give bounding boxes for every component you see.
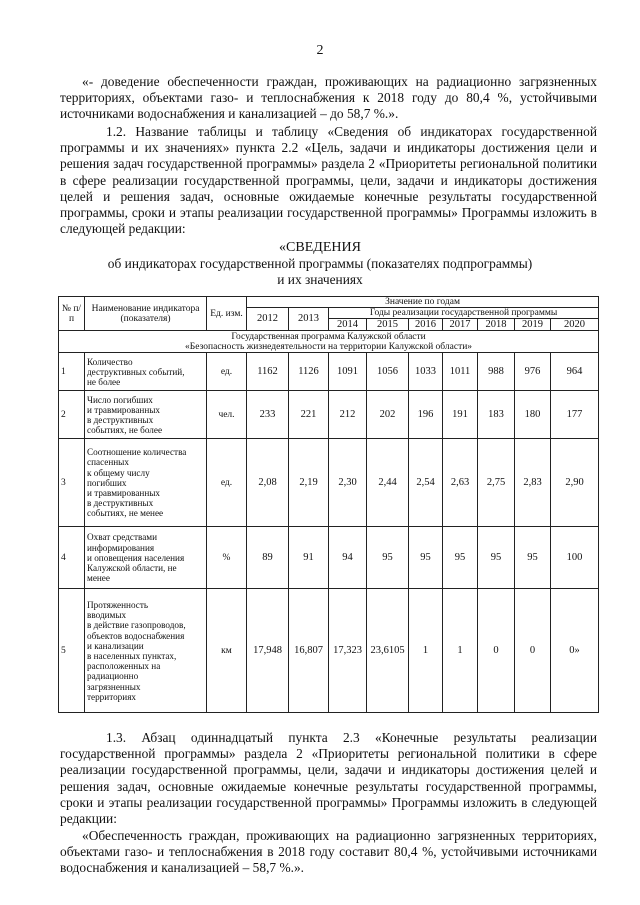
indicator-name-line: Число погибших bbox=[87, 394, 153, 405]
row-number: 5 bbox=[59, 589, 85, 713]
header-unit: Ед. изм. bbox=[207, 297, 247, 331]
value-cell: 23,6105 bbox=[367, 589, 409, 713]
indicator-name-line: в деструктивных bbox=[87, 498, 154, 509]
indicator-unit: ед. bbox=[207, 353, 247, 391]
value-cell: 177 bbox=[551, 391, 599, 439]
indicator-name-line: объектов водоснабжения bbox=[87, 630, 185, 641]
value-cell: 2,54 bbox=[409, 439, 443, 527]
value-cell: 1091 bbox=[329, 353, 367, 391]
value-cell: 988 bbox=[478, 353, 515, 391]
value-cell: 1011 bbox=[443, 353, 478, 391]
indicator-name-line: менее bbox=[87, 573, 110, 584]
page-number: 2 bbox=[316, 43, 324, 58]
header-year: 2018 bbox=[478, 319, 515, 331]
header-year: 2019 bbox=[515, 319, 551, 331]
table-row bbox=[59, 353, 599, 391]
value-cell: 95 bbox=[515, 527, 551, 589]
indicator-name-line: информирования bbox=[87, 542, 155, 553]
value-cell: 1126 bbox=[289, 353, 329, 391]
indicator-name-line: в деструктивных bbox=[87, 414, 154, 425]
value-cell: 91 bbox=[289, 527, 329, 589]
indicator-name-line: к общему числу bbox=[87, 467, 150, 478]
row-number: 2 bbox=[59, 391, 85, 439]
value-cell: 95 bbox=[367, 527, 409, 589]
header-no: № п/п bbox=[59, 297, 85, 331]
paragraph-1-2: 1.2. Название таблицы и таблицу «Сведения об индикаторах государственной программы и их значениях» пункта 2.2 «Цель, задачи и индикаторы достижения цели и решения задач государственной программы» раздела 2 «Приоритеты региональной политики в сфере реализации государственной программы, цели, задачи и индикаторы достижения целей и решения задач, основные ожидаемые конечные результаты государственной программы, сроки и этапы реализации государственной программы» Программы изложить в следующей редакции: bbox=[60, 124, 597, 237]
indicator-name-line: погибших bbox=[87, 477, 127, 488]
indicator-name bbox=[85, 391, 207, 439]
value-cell: 16,807 bbox=[289, 589, 329, 713]
indicator-name-line: Охват средствами bbox=[87, 532, 158, 543]
value-cell: 2,83 bbox=[515, 439, 551, 527]
value-cell: 2,75 bbox=[478, 439, 515, 527]
value-cell: 1033 bbox=[409, 353, 443, 391]
table-subtitle-line: об индикаторах государственной программы (показателях подпрограммы) bbox=[107, 256, 533, 271]
indicator-name-line: Количество bbox=[87, 356, 133, 367]
value-cell: 180 bbox=[515, 391, 551, 439]
value-cell: 1056 bbox=[367, 353, 409, 391]
program-name-line: Государственная программа Калужской области bbox=[231, 331, 426, 342]
value-cell: 191 bbox=[443, 391, 478, 439]
indicator-name-line: спасенных bbox=[87, 457, 129, 468]
value-cell: 0 bbox=[478, 589, 515, 713]
program-name-row bbox=[59, 331, 599, 353]
value-cell: 196 bbox=[409, 391, 443, 439]
value-cell: 0 bbox=[515, 589, 551, 713]
indicator-name-line: и оповещения населения bbox=[87, 552, 185, 563]
indicator-name-line: расположенных на bbox=[87, 661, 161, 672]
indicator-name-line: территориях bbox=[87, 691, 137, 702]
header-year: 2013 bbox=[289, 308, 329, 331]
value-cell: 2,44 bbox=[367, 439, 409, 527]
indicator-name bbox=[85, 353, 207, 391]
value-cell: 1162 bbox=[247, 353, 289, 391]
header-year: 2014 bbox=[329, 319, 367, 331]
value-cell: 183 bbox=[478, 391, 515, 439]
indicator-name-line: и травмированных bbox=[87, 404, 161, 415]
indicator-unit: чел. bbox=[207, 391, 247, 439]
value-cell: 233 bbox=[247, 391, 289, 439]
header-program-years: Годы реализации государственной программы bbox=[329, 308, 599, 319]
indicator-unit: ед. bbox=[207, 439, 247, 527]
indicator-name bbox=[85, 589, 207, 713]
value-cell: 1 bbox=[443, 589, 478, 713]
indicator-name-line: в действие газопроводов, bbox=[87, 620, 186, 631]
value-cell: 95 bbox=[478, 527, 515, 589]
indicator-name-line: событиях, не менее bbox=[87, 508, 164, 519]
indicator-name-line: и травмированных bbox=[87, 488, 161, 498]
value-cell: 0» bbox=[551, 589, 599, 713]
table-subtitle-line: и их значениях bbox=[277, 272, 363, 287]
indicator-unit: % bbox=[207, 527, 247, 589]
value-cell: 2,19 bbox=[289, 439, 329, 527]
indicator-name-line: событиях, не более bbox=[87, 425, 163, 436]
value-cell: 2,30 bbox=[329, 439, 367, 527]
table-row bbox=[59, 439, 599, 527]
value-cell: 95 bbox=[409, 527, 443, 589]
header-year: 2015 bbox=[367, 319, 409, 331]
indicator-name-line: в населенных пунктах, bbox=[87, 650, 177, 661]
indicators-table bbox=[58, 296, 599, 713]
indicator-name-line: и канализации bbox=[87, 640, 144, 651]
table-row bbox=[59, 589, 599, 713]
table-row bbox=[59, 391, 599, 439]
row-number: 4 bbox=[59, 527, 85, 589]
value-cell: 1 bbox=[409, 589, 443, 713]
value-cell: 2,63 bbox=[443, 439, 478, 527]
value-cell: 2,90 bbox=[551, 439, 599, 527]
indicator-name bbox=[85, 439, 207, 527]
row-number: 1 bbox=[59, 353, 85, 391]
value-cell: 212 bbox=[329, 391, 367, 439]
indicator-name-line: радиационно bbox=[87, 671, 139, 682]
indicator-name-line: вводимых bbox=[87, 610, 127, 621]
table-subtitle bbox=[0, 256, 640, 288]
intro-paragraph: «- доведение обеспеченности граждан, проживающих на радиационно загрязненных территориях, объектами газо- и теплоснабжения к 2018 году до 80,4 %, устойчивыми источниками водоснабжения и канализацией – до 58,7 %.». bbox=[60, 74, 597, 122]
indicator-name-line: деструктивных событий, bbox=[87, 366, 185, 377]
indicator-name-line: Калужской области, не bbox=[87, 563, 177, 573]
header-name: Наименование индикатора (показателя) bbox=[85, 297, 207, 331]
value-cell: 964 bbox=[551, 353, 599, 391]
indicator-name-line: загрязненных bbox=[87, 681, 141, 692]
value-cell: 2,08 bbox=[247, 439, 289, 527]
indicator-unit: км bbox=[207, 589, 247, 713]
header-year: 2012 bbox=[247, 308, 289, 331]
row-number: 3 bbox=[59, 439, 85, 527]
table-title: «СВЕДЕНИЯ bbox=[279, 240, 361, 255]
paragraph-1-3: 1.3. Абзац одиннадцатый пункта 2.3 «Конечные результаты реализации государственной программы» раздела 2 «Приоритеты региональной политики в сфере реализации государственной программы, цели, задачи и индикаторы достижения целей и решения задач, основные ожидаемые конечные результаты государственной программы, сроки и этапы реализации государственной программы» Программы изложить в следующей редакции: bbox=[60, 730, 597, 827]
value-cell: 976 bbox=[515, 353, 551, 391]
indicator-name-line: Протяженность bbox=[87, 599, 149, 610]
value-cell: 94 bbox=[329, 527, 367, 589]
header-year: 2016 bbox=[409, 319, 443, 331]
value-cell: 95 bbox=[443, 527, 478, 589]
value-cell: 202 bbox=[367, 391, 409, 439]
header-year: 2017 bbox=[443, 319, 478, 331]
program-name-line: «Безопасность жизнедеятельности на территории Калужской области» bbox=[185, 341, 473, 352]
header-year: 2020 bbox=[551, 319, 599, 331]
indicator-name bbox=[85, 527, 207, 589]
indicator-name-line: Соотношение количества bbox=[87, 447, 187, 458]
value-cell: 17,948 bbox=[247, 589, 289, 713]
value-cell: 17,323 bbox=[329, 589, 367, 713]
indicator-name-line: не более bbox=[87, 377, 121, 387]
value-cell: 89 bbox=[247, 527, 289, 589]
header-values-by-year: Значение по годам bbox=[247, 297, 599, 308]
quote-paragraph: «Обеспеченность граждан, проживающих на радиационно загрязненных территориях, объектами газо- и теплоснабжения в 2018 году составит 80,4 %, устойчивыми источниками водоснабжения и канализацией – 58,7 %.». bbox=[60, 828, 597, 876]
value-cell: 100 bbox=[551, 527, 599, 589]
table-row bbox=[59, 527, 599, 589]
value-cell: 221 bbox=[289, 391, 329, 439]
